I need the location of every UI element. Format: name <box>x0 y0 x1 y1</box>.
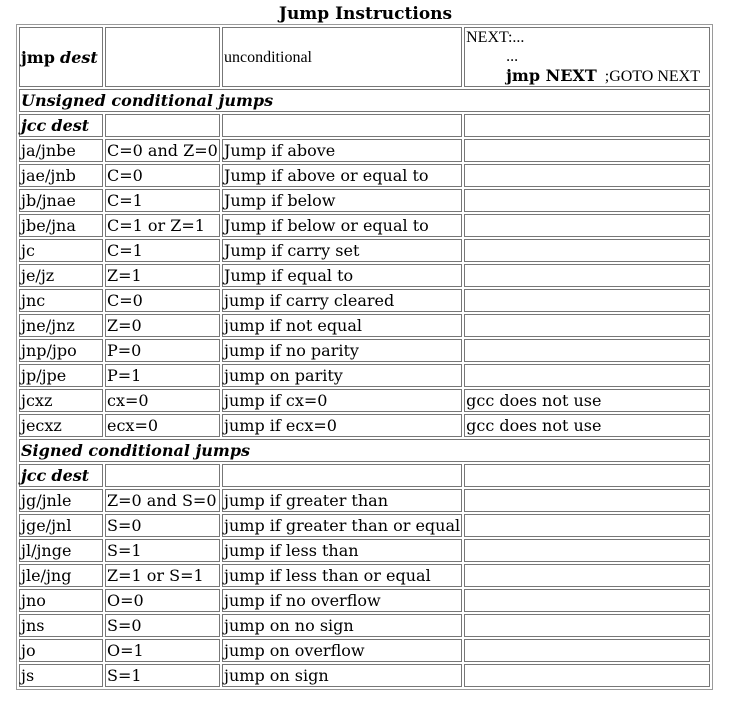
cell-condition: Z=1 or S=1 <box>105 564 220 587</box>
cell-condition: Z=0 and S=0 <box>105 489 220 512</box>
cell-description: Jump if carry set <box>222 239 462 262</box>
cell-note <box>464 189 710 212</box>
cell-description: Jump if below <box>222 189 462 212</box>
cell-jmp-dest <box>19 27 103 87</box>
table-row <box>19 664 710 687</box>
table-row <box>19 139 710 162</box>
cell-note <box>464 314 710 337</box>
cell-description: jump on parity <box>222 364 462 387</box>
cell-mnemonic: jns <box>19 614 103 637</box>
cell-empty <box>105 114 220 137</box>
next-jmp: jmp NEXT <box>506 66 597 85</box>
jump-instructions-table <box>16 24 713 690</box>
cell-mnemonic: jl/jnge <box>19 539 103 562</box>
cell-note <box>464 664 710 687</box>
next-dots: ... <box>506 48 519 65</box>
cell-note <box>464 139 710 162</box>
cell-note <box>464 614 710 637</box>
cell-condition: P=1 <box>105 364 220 387</box>
cell-mnemonic: jp/jpe <box>19 364 103 387</box>
cell-note <box>464 539 710 562</box>
cell-note <box>464 564 710 587</box>
cell-empty <box>464 114 710 137</box>
cell-empty <box>105 464 220 487</box>
cell-next-example <box>464 27 710 87</box>
cell-description: jump if ecx=0 <box>222 414 462 437</box>
cell-mnemonic: jbe/jna <box>19 214 103 237</box>
table-row <box>19 489 710 512</box>
table-row <box>19 589 710 612</box>
cell-mnemonic: jnp/jpo <box>19 339 103 362</box>
cell-description: jump if cx=0 <box>222 389 462 412</box>
cell-mnemonic: je/jz <box>19 264 103 287</box>
cell-condition: C=1 <box>105 239 220 262</box>
cell-mnemonic: jg/jnle <box>19 489 103 512</box>
section-heading-text: Unsigned conditional jumps <box>21 91 274 110</box>
table-row <box>19 364 710 387</box>
cell-description: jump if less than or equal <box>222 564 462 587</box>
cell-mnemonic: jcxz <box>19 389 103 412</box>
cell-note <box>464 589 710 612</box>
cell-description: jump if carry cleared <box>222 289 462 312</box>
cell-condition: C=1 or Z=1 <box>105 214 220 237</box>
section-heading-text: Signed conditional jumps <box>21 441 251 460</box>
jmp-keyword: jmp <box>21 47 55 67</box>
cell-condition: C=0 <box>105 289 220 312</box>
cell-mnemonic: jecxz <box>19 414 103 437</box>
table-row <box>19 189 710 212</box>
cell-mnemonic: jae/jnb <box>19 164 103 187</box>
cell-note <box>464 639 710 662</box>
cell-note <box>464 514 710 537</box>
cell-condition: O=1 <box>105 639 220 662</box>
table-caption: Jump Instructions <box>278 4 453 24</box>
cell-mnemonic: jle/jng <box>19 564 103 587</box>
cell-condition: cx=0 <box>105 389 220 412</box>
cell-condition: O=0 <box>105 589 220 612</box>
section-heading-row <box>19 439 710 462</box>
cell-mnemonic: jb/jnae <box>19 189 103 212</box>
cell-note <box>464 264 710 287</box>
cell-description: jump if no parity <box>222 339 462 362</box>
cell-condition: S=0 <box>105 514 220 537</box>
cell-condition: Z=0 <box>105 314 220 337</box>
next-comment: ;GOTO NEXT <box>604 68 700 85</box>
cell-note <box>464 364 710 387</box>
cell-mnemonic: jo <box>19 639 103 662</box>
cell-mnemonic: ja/jnbe <box>19 139 103 162</box>
table-row <box>19 539 710 562</box>
cell-note <box>464 289 710 312</box>
table-row <box>19 564 710 587</box>
cell-description: jump if greater than or equal <box>224 516 461 535</box>
cell-description: Jump if above or equal to <box>222 164 462 187</box>
jcc-keyword: jcc <box>21 466 47 485</box>
cell-jcc-dest <box>19 114 103 137</box>
cell-unconditional: unconditional <box>222 27 462 87</box>
cell-condition: S=1 <box>105 539 220 562</box>
cell-description: jump on no sign <box>222 614 462 637</box>
cell-condition: C=0 <box>105 164 220 187</box>
cell-condition: C=0 and Z=0 <box>105 139 220 162</box>
table-row <box>19 389 710 412</box>
cell-condition: S=0 <box>105 614 220 637</box>
cell-condition: ecx=0 <box>105 414 220 437</box>
cell-description: jump if greater than <box>222 489 462 512</box>
section-heading <box>19 89 710 112</box>
cell-empty <box>222 464 462 487</box>
dest-keyword: dest <box>51 466 90 485</box>
cell-description: jump if not equal <box>222 314 462 337</box>
table-row <box>19 264 710 287</box>
cell-note <box>464 214 710 237</box>
table-body <box>19 27 710 687</box>
cell-note: gcc does not use <box>464 414 710 437</box>
table-row <box>19 214 710 237</box>
cell-description: Jump if above <box>222 139 462 162</box>
table-row <box>19 339 710 362</box>
cell-condition: Z=1 <box>105 264 220 287</box>
cell-note <box>464 164 710 187</box>
jcc-dest-row <box>19 464 710 487</box>
table-row <box>19 514 710 537</box>
table-row <box>19 614 710 637</box>
cell-note: gcc does not use <box>464 389 710 412</box>
cell-note <box>464 489 710 512</box>
cell-note <box>464 239 710 262</box>
next-label: NEXT:... <box>466 29 525 46</box>
cell-description: jump if no overflow <box>222 589 462 612</box>
cell-description: Jump if equal to <box>222 264 462 287</box>
dest-keyword: dest <box>60 47 98 67</box>
table-row <box>19 414 710 437</box>
cell-description: jump on sign <box>222 664 462 687</box>
cell-empty <box>105 27 220 87</box>
table-row <box>19 289 710 312</box>
cell-mnemonic: js <box>19 664 103 687</box>
cell-mnemonic: jc <box>19 239 103 262</box>
cell-empty <box>464 464 710 487</box>
cell-mnemonic: jge/jnl <box>19 514 103 537</box>
cell-mnemonic: jne/jnz <box>19 314 103 337</box>
cell-mnemonic: jno <box>19 589 103 612</box>
cell-condition: C=1 <box>105 189 220 212</box>
cell-description: jump if less than <box>222 539 462 562</box>
cell-condition: S=1 <box>105 664 220 687</box>
table-row <box>19 639 710 662</box>
cell-condition: P=0 <box>105 339 220 362</box>
dest-keyword: dest <box>51 116 90 135</box>
section-heading <box>19 439 710 462</box>
cell-mnemonic: jnc <box>19 289 103 312</box>
table-row <box>19 164 710 187</box>
cell-description: jump on overflow <box>222 639 462 662</box>
jcc-keyword: jcc <box>21 116 47 135</box>
cell-note <box>464 339 710 362</box>
jcc-dest-row <box>19 114 710 137</box>
table-row <box>19 239 710 262</box>
cell-empty <box>222 114 462 137</box>
cell-description: Jump if below or equal to <box>222 214 462 237</box>
cell-jcc-dest <box>19 464 103 487</box>
table-row-jmp <box>19 27 710 87</box>
table-row <box>19 314 710 337</box>
next-jmp-line <box>466 66 708 86</box>
section-heading-row <box>19 89 710 112</box>
